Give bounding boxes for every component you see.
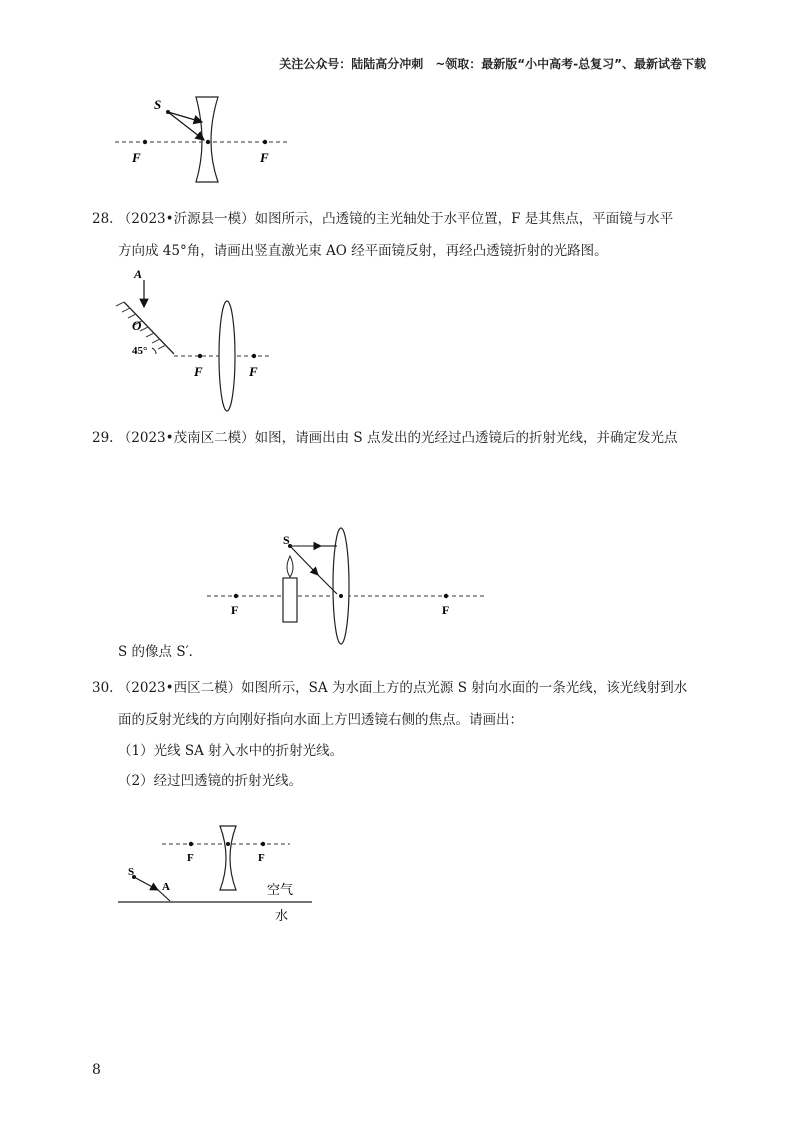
label-f-left: F xyxy=(132,150,141,165)
question-30-line1 xyxy=(92,672,687,704)
question-30-item1: （1）光线 SA 射入水中的折射光线。 xyxy=(118,743,344,759)
question-28-line2: 方向成 45°角，请画出竖直激光束 AO 经平面镜反射，再经凸透镜折射的光路图。 xyxy=(118,243,608,259)
question-source: （2023•茂南区二模） xyxy=(117,430,255,446)
question-30-line2: 面的反射光线的方向刚好指向水面上方凹透镜右侧的焦点。请画出： xyxy=(118,712,523,728)
label-f-left: F xyxy=(194,364,203,379)
label-air: 空气 xyxy=(267,882,294,897)
label-a: A xyxy=(162,881,170,893)
figure-q27-concave-lens xyxy=(110,90,310,190)
figure-q29-candle-convex-lens xyxy=(205,520,495,650)
question-source: （2023•西区二模） xyxy=(117,680,242,696)
page-header: 关注公众号：陆陆高分冲刺 ~领取：最新版“小中高考-总复习”、最新试卷下载 xyxy=(279,57,706,71)
question-30-item2: （2）经过凹透镜的折射光线。 xyxy=(118,773,303,789)
question-28-line1 xyxy=(92,203,673,235)
label-f-right: F xyxy=(258,852,265,864)
question-text: 如图所示，SA 为水面上方的点光源 S 射向水面的一条光线，该光线射到水 xyxy=(241,680,688,696)
label-s: S xyxy=(154,97,162,112)
label-water: 水 xyxy=(275,908,289,923)
label-f-left: F xyxy=(231,603,239,617)
question-text: 如图，请画出由 S 点发出的光经过凸透镜后的折射光线，并确定发光点 xyxy=(254,430,678,446)
label-s: S xyxy=(283,533,290,547)
label-s: S xyxy=(128,866,135,878)
question-number: 29. xyxy=(92,430,114,446)
label-f-right: F xyxy=(249,364,258,379)
question-number: 30. xyxy=(92,680,114,696)
label-a: A xyxy=(134,267,143,281)
question-29-line2: S 的像点 S′． xyxy=(118,644,203,660)
label-angle: 45° xyxy=(132,345,148,357)
label-f-left: F xyxy=(187,852,194,864)
label-f-right: F xyxy=(260,150,269,165)
question-number: 28. xyxy=(92,211,114,227)
question-29-line1 xyxy=(92,422,677,454)
question-source: （2023•沂源县一模） xyxy=(117,211,255,227)
label-f-right: F xyxy=(442,603,450,617)
figure-q28-mirror-convex-lens xyxy=(112,262,282,418)
page-number: 8 xyxy=(92,1062,101,1078)
figure-q30-concave-lens-water xyxy=(112,824,322,930)
question-text: 如图所示，凸透镜的主光轴处于水平位置，F 是其焦点，平面镜与水平 xyxy=(254,211,674,227)
label-o: O xyxy=(132,318,142,333)
